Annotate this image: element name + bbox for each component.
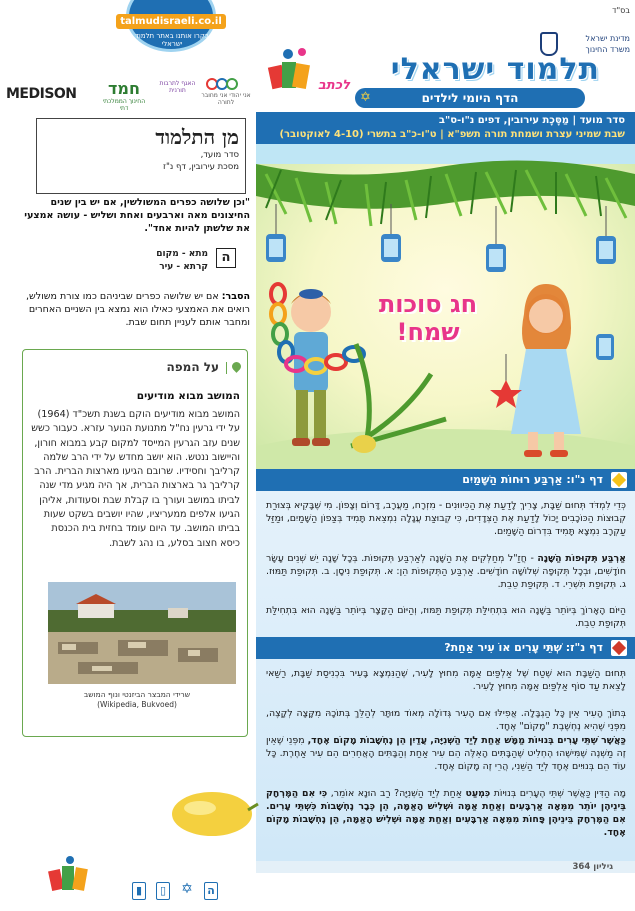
daf-57-paragraph-2: בְּתוֹךְ הָעִיר אֵין כָּל הַגְבָּלָה. אֲפִילּוּ אִם הָעִיר גְּדוֹלָה מְאוֹד מוּתָּר לְהַלֵּךְ בְּתוֹכָהּ מִקָּצָה לְקָצֶה, מִפְּנֵי שֶׁהִיא נֶחְשֶׁבֶת "מָקוֹם" אֶחָד. (266, 708, 626, 732)
photo-caption (34, 690, 240, 710)
bsd-mark: בס"ד (612, 6, 630, 15)
seasons-term: אַרְבַּע תְּקוּפוֹת הַשָּׁנָה (537, 553, 626, 564)
section-header-daf-56 (256, 469, 635, 491)
section-diamond-icon (611, 472, 627, 488)
holiday-greeting (358, 290, 498, 346)
section-header-daf-57 (256, 637, 635, 659)
greeting-line-1: חג סוכות (378, 290, 478, 318)
map-place-title: המושב מבוא מודיעים (136, 390, 240, 402)
adjacent-cities-term: כַּאֲשֶׁר שְׁתֵּי עָרִים בְּנוּיוֹת מַמָּשׁ אַחַת לְיַד הַשְּׁנִיָּה, עֲדַיִן הֵן נֶחְשָׁבוֹת מָקוֹם אֶחָד, (307, 735, 626, 746)
info-bar (256, 112, 635, 144)
hey-letter-icon: ה (216, 248, 236, 268)
footer-icons (128, 882, 218, 902)
scroll-icon: ▯ (156, 882, 170, 900)
site-badge[interactable] (116, 0, 226, 60)
rav-huna-ruling: כִּי אִם הַמֶּרְחָק בֵּינֵיהֶן יוֹתֵר מִמֵּאָה אַרְבָּעִים וְאַחַת אַמָּה וּשְׁלִישׁ הָאַמָּה, הֵן כְּבָר נֶחְשָׁבוֹת כִּשְׁתֵּי עָרִים. אִם הַמֶּרְחָק בֵּינֵיהֶן פָּחוֹת מִמֵּאָה אַרְבָּעִים וְאַחַת אַמָּה וּשְׁלִישׁ הָאַמָּה, הֵן נֶחְשָׁבוֹת מָקוֹם אֶחָד. (266, 788, 626, 838)
on-the-map-heading: על המפה (166, 360, 219, 374)
almost-term: כִּמְעַט (465, 788, 491, 799)
date-line: שבת שמיני עצרת ושמחת תורה תשפ"א | ט"ו-כ"ב בתשרי (4-10 לאוקטובר) (279, 129, 625, 140)
hemed-logo (100, 80, 148, 112)
ministry-name-1: מדינת ישראל (585, 34, 630, 43)
hemed-logo-sub: החינוך הממלכתי דתי (102, 98, 146, 112)
greeting-line-2: שמח! (396, 318, 460, 346)
photo-caption-line-1: שרידי המבצר הביזנטי ונוף המושב (83, 690, 191, 699)
heading-divider (226, 362, 228, 374)
footer-books-icon (44, 854, 100, 894)
photo-caption-credit: (Wikipedia, Bukvoed) (97, 700, 177, 709)
daf-57-paragraph-3 (266, 734, 626, 773)
medison-logo: MEDISON (6, 86, 77, 102)
masthead-kids-mark: לכתב (318, 78, 351, 93)
seasons-text: - חֲזַ"ל מְחַלְּקִים אֶת הַשָּׁנָה לְאַרְבַּע תְּקוּפוֹת. בְּכָל שָׁנָה יֵשׁ שְׁנֵים עָשָׂר חוֹדָשִׁים, וּבְכָל תְּקוּפָה שְׁלוֹשָׁה חוֹדָשִׁים. אַרְבַּע הַתְּקוּפוֹת הֵן: א. תְּקוּפַת נִיסָן. ב. תְּקוּפַת תַּמּוּז. ג. תְּקוּפַת תִּשְׁרֵי. ד. תְּקוּפַת טֵבֵת. (266, 553, 626, 590)
tractate-line: סדר מועד | מַסֶּכֶת עירובין, דפים נ"ו-ס"ב (438, 115, 625, 126)
from-talmud-source: מסכת עירובין, דף נ"ז (163, 162, 239, 172)
map-pin-icon (230, 360, 243, 373)
fortress-ruins-photo (48, 582, 236, 684)
masthead-title: תלמוד ישראלי (390, 52, 600, 87)
ani-yehudi-text: אני יהודי אני מחובר לתורה (201, 92, 251, 106)
rings-icon (200, 78, 252, 92)
issue-number: גיליון 364 (572, 862, 613, 872)
book-icon: ▮ (132, 882, 146, 900)
section-title-daf-57: דף נ"ז: שְׁתֵּי עָרִים אוֹ עִיר אַחַת? (444, 641, 603, 654)
site-url[interactable]: talmudisraeli.co.il (116, 14, 226, 29)
explanation (14, 290, 250, 329)
badge-tagline: בקרו אותנו באתר תלמוד ישראלי (135, 32, 209, 48)
explanation-text: אם יש שלושה כפרים שביניהם כמו צורת משולש, רואים את האמצעי כאילו הוא נמצא בין השניים האחרים ומחבר אותם לעניין תחום שבת. (26, 291, 250, 328)
sponsor-logos (0, 76, 255, 110)
ministry-name-2: משרד החינוך (585, 45, 630, 54)
adjacent-cities-text: מִפְּנֵי שֶׁאֵין זֶה מַשְׁנֶה שֶׁמִּישֶׁהוּ הֶחְלִיט שֶׁהַבָּתִּים הָאֵלֶּה הֵם עִיר אַחַת וְהַבָּתִּים הָאֲחֵרִים הֵם עִיר אַחֶרֶת. כָּל עוֹד הֵם בְּנוּיִים אֶחָד לְיַד הַשֵּׁנִי, הֲרֵי זֶה מָקוֹם אֶחָד. (266, 735, 626, 772)
from-talmud-box (36, 118, 246, 194)
main-column (256, 469, 635, 861)
hemed-logo-title: חמד (108, 79, 140, 98)
daf-56-paragraph-2 (266, 552, 626, 591)
definition-2: קרתא - עיר (159, 262, 208, 272)
map-place-text: המושב מבוא מודיעים הוקם בשנת תשכ"ד (1964) על ידי גרעין נח"ל מתנועת הנוער עזרא. כעבור כשש שנים עזב הגרעין המייסד למקום קבע במבוא חורון, והיישוב ננטש. הוא יושב מחדש על ידי הרב שלמה קרליבך וחסידיו. שרובם הגיעו מארצות הברית. הרב קרליבך גר בארצות הברית, אך היה מגיע מדי שנה לביתו במושב ועורך בו קבלת שבת וסעודות, אליהן הגיעו אלפים ממעריציו, שהיו יושבים בשקט שעות בביתו המושב. עד היום עומד בחזית בית הכנסת כיסא חצוב בסלע, בו נהג לשבת. (31, 409, 240, 549)
torah-culture-logo: האגף לתרבות תורנית (159, 80, 196, 94)
daf-56-paragraph-3: הַיּוֹם הָאָרוֹךְ בְּיוֹתֵר בַּשָּׁנָה הוּא בִּתְחִילַּת תְּקוּפַת תַּמּוּז, וְהַיּוֹם הַקָּצָר בְּיוֹתֵר בַּשָּׁנָה הוּא בִּתְחִילַּת תְּקוּפַת טֵבֵת. (266, 605, 626, 629)
star-of-david-icon: ✡ (181, 881, 193, 897)
hey-icon: ה (204, 882, 218, 900)
definitions (14, 248, 250, 278)
daf-57-paragraph-4 (266, 787, 626, 839)
etrog-icon (160, 780, 260, 840)
from-talmud-order: סדר מועד, (200, 150, 239, 160)
talmud-quote: "וכן שלושה כפרים המשולשין, אם יש בין שנים החיצונים מאה וארבעים ואחת ושליש - עושה אמצעי את שלשתן להיות אחד". (24, 197, 250, 234)
section-title-daf-56: דף נ"ו: אַרְבַּע רוּחוֹת הַשָּׁמַיִם (462, 473, 603, 486)
masthead-subtitle: הדף היומי לילדים (355, 88, 585, 108)
ani-yehudi-logo (200, 78, 252, 106)
explanation-label: הסבר: (221, 291, 250, 302)
daf-57-paragraph-1: תְּחוּם הַשַּׁבָּת הוּא שֶׁטַח שֶׁל אַלְפַּיִם אַמָּה מִחוּץ לָעִיר, שֶׁהַנִּמְצָא בָּעִיר בִּכְנִיסַת שַׁבָּת, רַשַּׁאי לָצֵאת עַד סוֹף אַלְפַּיִם אַמָּה מִחוּץ לָעִיר. (266, 668, 626, 692)
section-diamond-icon (611, 640, 627, 656)
star-of-david-icon: ✡ (360, 90, 371, 105)
rav-huna-intro: מָה הַדִּין כַּאֲשֶׁר שְׁתֵּי הֶעָרִים בְּנוּיוֹת (490, 788, 626, 799)
from-talmud-title: מן התלמוד (155, 125, 239, 149)
daf-56-paragraph-1: כְּדֵי לִמְדֹּד תְּחוּם שַׁבָּת, צָרִיךְ לָדַעַת אֶת הַכִּיווּנִים - מִזְרָח, מַעֲרָב, דָּרוֹם וְצָפוֹן. מִי שֶׁבָּקִיא בְּצוּרַת קְבוּצוֹת הַכּוֹכָבִים יָכוֹל לָדַעַת אֶת הַצְּדָדִים, כִּי קְבוּצַת עֲגָלָה נִמְצֵאת תָּמִיד בְּצַפוֹן הַשָּׁמַיִם, וּמַזַּל עַקְרָב נִמְצָא תָּמִיד בִּדְרוֹם הַשָּׁמַיִם. (266, 500, 626, 537)
rav-huna-says: אַחַת לְיַד הַשְּׁנִיָּה? רַב הוּנָא אוֹמֵר, (327, 788, 466, 799)
definition-1: מתא - מקום (156, 249, 208, 259)
